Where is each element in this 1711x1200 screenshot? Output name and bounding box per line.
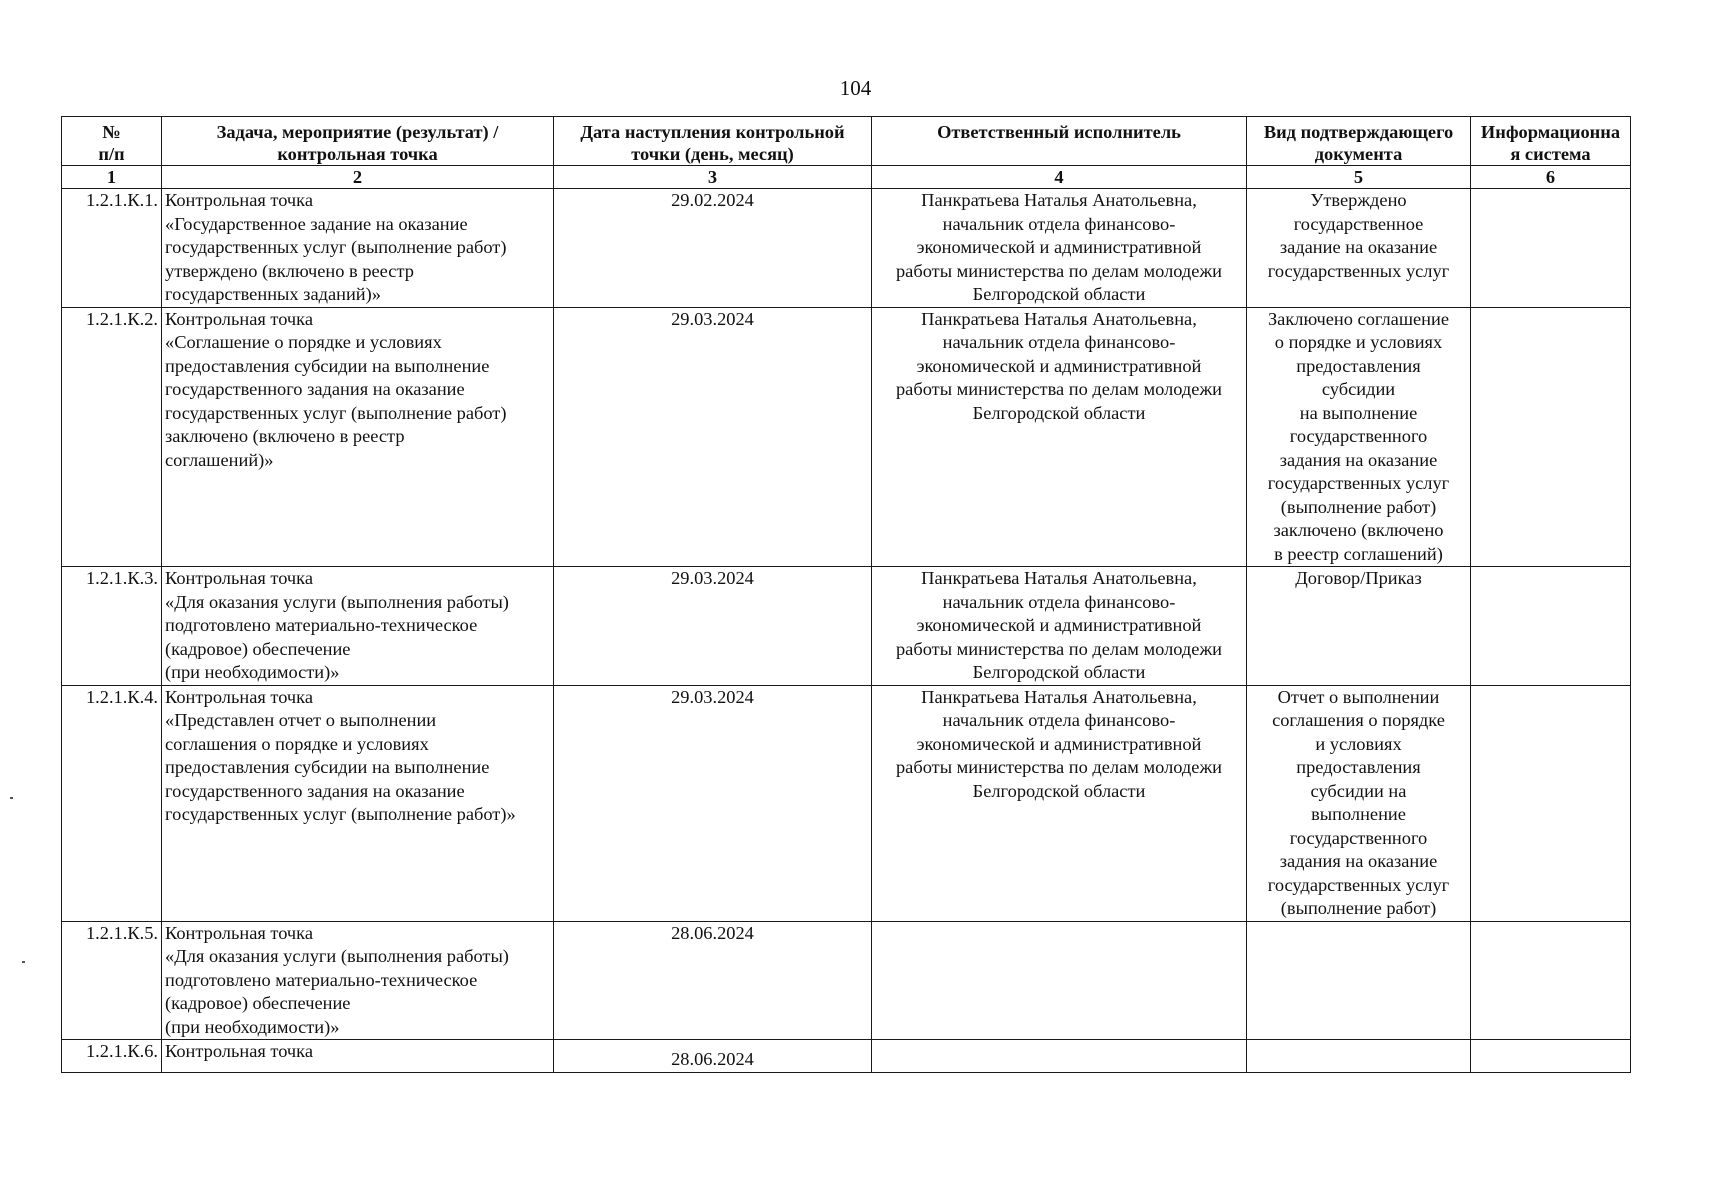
- row-number: 1.2.1.К.5.: [62, 921, 162, 1040]
- row-number: 1.2.1.К.2.: [62, 307, 162, 567]
- document-cell: Отчет о выполнении соглашения о порядке и условиях предоставления субсидии на выполнение государственного задания на оказание государственных услуг (выполнение работ): [1247, 685, 1471, 921]
- header-cell-number: № п/п: [62, 117, 162, 166]
- date-cell: 29.03.2024: [554, 307, 872, 567]
- date-cell: 28.06.2024: [554, 1040, 872, 1073]
- date-cell: 29.02.2024: [554, 189, 872, 308]
- date-cell: 29.03.2024: [554, 685, 872, 921]
- date-cell: 29.03.2024: [554, 567, 872, 686]
- task-cell: Контрольная точка «Представлен отчет о выполнении соглашения о порядке и условиях предоставления субсидии на выполнение государственного задания на оказание государственных услуг (выполнение работ)»: [162, 685, 554, 921]
- date-cell: 28.06.2024: [554, 921, 872, 1040]
- column-number: 5: [1247, 166, 1471, 189]
- scan-artifact-dot: [22, 961, 25, 963]
- responsible-cell: Панкратьева Наталья Анатольевна, начальник отдела финансово- экономической и административной работы министерства по делам молодежи Белгородской области: [872, 307, 1247, 567]
- column-number: 3: [554, 166, 872, 189]
- table-header-row: [62, 117, 1631, 166]
- system-cell: [1471, 921, 1631, 1040]
- task-cell: Контрольная точка «Соглашение о порядке и условиях предоставления субсидии на выполнение государственного задания на оказание государственных услуг (выполнение работ) заключено (включено в реестр соглашений)»: [162, 307, 554, 567]
- column-numbers-row: [62, 166, 1631, 189]
- table-row: [62, 1040, 1631, 1073]
- row-number: 1.2.1.К.3.: [62, 567, 162, 686]
- document-cell: Утверждено государственное задание на оказание государственных услуг: [1247, 189, 1471, 308]
- document-cell: [1247, 921, 1471, 1040]
- task-cell: Контрольная точка «Государственное задание на оказание государственных услуг (выполнение работ) утверждено (включено в реестр государственных заданий)»: [162, 189, 554, 308]
- document-cell: Договор/Приказ: [1247, 567, 1471, 686]
- responsible-cell: Панкратьева Наталья Анатольевна, начальник отдела финансово- экономической и административной работы министерства по делам молодежи Белгородской области: [872, 189, 1247, 308]
- responsible-cell: [872, 921, 1247, 1040]
- responsible-cell: Панкратьева Наталья Анатольевна, начальник отдела финансово- экономической и административной работы министерства по делам молодежи Белгородской области: [872, 685, 1247, 921]
- responsible-cell: [872, 1040, 1247, 1073]
- header-cell-task: Задача, мероприятие (результат) / контрольная точка: [162, 117, 554, 166]
- control-points-table: [61, 116, 1631, 1073]
- header-cell-system: Информационна я система: [1471, 117, 1631, 166]
- system-cell: [1471, 189, 1631, 308]
- row-number: 1.2.1.К.1.: [62, 189, 162, 308]
- system-cell: [1471, 685, 1631, 921]
- column-number: 2: [162, 166, 554, 189]
- table-row: [62, 189, 1631, 308]
- system-cell: [1471, 1040, 1631, 1073]
- table-row: [62, 921, 1631, 1040]
- column-number: 4: [872, 166, 1247, 189]
- page-number: 104: [839, 76, 872, 100]
- document-cell: [1247, 1040, 1471, 1073]
- system-cell: [1471, 307, 1631, 567]
- task-cell: Контрольная точка «Для оказания услуги (выполнения работы) подготовлено материально-техническое (кадровое) обеспечение (при необходимости)»: [162, 567, 554, 686]
- column-number: 1: [62, 166, 162, 189]
- table-row: [62, 685, 1631, 921]
- column-number: 6: [1471, 166, 1631, 189]
- document-cell: Заключено соглашение о порядке и условиях предоставления субсидии на выполнение государственного задания на оказание государственных услуг (выполнение работ) заключено (включено в реестр соглашений): [1247, 307, 1471, 567]
- responsible-cell: Панкратьева Наталья Анатольевна, начальник отдела финансово- экономической и административной работы министерства по делам молодежи Белгородской области: [872, 567, 1247, 686]
- task-cell: Контрольная точка «Для оказания услуги (выполнения работы) подготовлено материально-техническое (кадровое) обеспечение (при необходимости)»: [162, 921, 554, 1040]
- row-number: 1.2.1.К.4.: [62, 685, 162, 921]
- task-cell: Контрольная точка: [162, 1040, 554, 1073]
- header-cell-document: Вид подтверждающего документа: [1247, 117, 1471, 166]
- header-cell-date: Дата наступления контрольной точки (день, месяц): [554, 117, 872, 166]
- table-row: [62, 307, 1631, 567]
- system-cell: [1471, 567, 1631, 686]
- header-cell-responsible: Ответственный исполнитель: [872, 117, 1247, 166]
- row-number: 1.2.1.К.6.: [62, 1040, 162, 1073]
- table-row: [62, 567, 1631, 686]
- scan-artifact-dot: [10, 797, 13, 799]
